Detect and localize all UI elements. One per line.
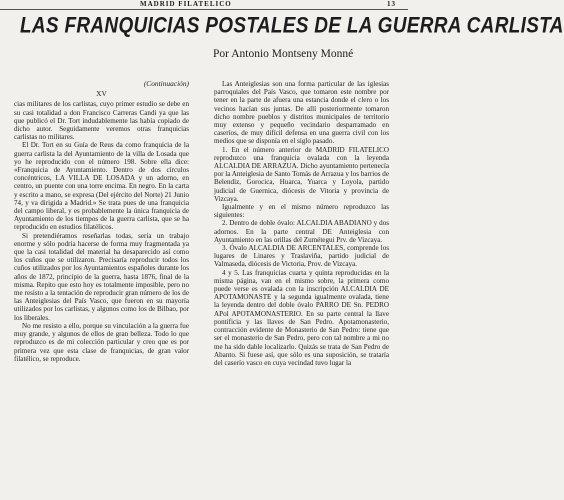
paragraph: No me resisto a ello, porque su vinculación a la guerra fue muy grande, y algunos de ellos de gran belleza. Todo lo que reproduzco es de mi colección particular y creo que es por primera vez que esta clase de franquicias, de gran valor filatélico, se reproduce.: [14, 321, 189, 363]
left-column: [14, 80, 189, 363]
paragraph: Si pretendiéramos reseñarlas todas, sería un trabajo enorme y sólo podría hacerse de forma muy fragmentada ya que la casi totalidad del material ha desaparecido así como los cuños que se utilizaron. Precisaría reproducir todos los cuños utilizados por los Ayuntamientos españoles durante los años de 1872, principio de la guerra, hasta 1876, final de la misma. Repito que esto hoy es totalmente imposible, pero no me resisto a la tentación de reproducir gran número de los de las Anteiglesias del País Vasco, que fueron en su mayoría utilizados por los carlistas, y algunos como los de Bilbao, por los liberales.: [14, 231, 189, 322]
continuation-label: (Continuación): [143, 79, 189, 88]
paragraph: 1. En el número anterior de MADRID FILATELICO reproduzco una franquicia ovalada con la leyenda ALCALDIA DE ARRAZUA. Dicho ayuntamiento pertenecía por la Anteiglesia de Santo Tomás de Arrazua y los barrios de Belendiz, Gorocica, Huarca, Yuarca y Loyola, partido judicial de Guernica, diócesis de Vitoria y provincia de Vizcaya.: [214, 145, 389, 203]
right-column: [214, 80, 389, 367]
article-author: Por Antonio Montseny Monné: [213, 48, 354, 60]
paragraph: 2. Dentro de doble óvalo: ALCALDIA ABADIANO y dos adornos. En la parte central DE Anteiglesia con Ayuntamiento en las orillas del Zumétegui Prv. de Vizcaya.: [214, 219, 389, 244]
paragraph: Igualmente y en el mismo número reproduzco las siguientes:: [214, 203, 389, 220]
section-number: XV: [96, 89, 107, 99]
paragraph: 3. Óvalo ALCALDIA DE ARCENTALES, comprende los lugares de Linares y Traslaviña, partido judicial de Valmaseda, diócesis de Victoria, Prov. de Vizcaya.: [214, 244, 389, 269]
running-header: [0, 0, 408, 10]
paragraph: El Dr. Tort en su Guía de Reus da como franquicia de la guerra carlista la del Ayuntamiento de la villa de Losada que yo he reproducido con el número 198. Sobre ella dice: «Franquicia de Ayuntamiento. Dentro de dos círculos concéntricos, LA VILLA DE LOSADA y un adorno, en centro, un puente con una torre encima. En negro. En la carta y escrito a mano, se expresa (Del ejército del Norte) 21 Junio 74, y va dirigida a Madrid.» Se trata pues de una franquicia del campo liberal, y es probablemente la única franquicia de Ayuntamiento de los tiempos de la guerra carlista, que se ha reproducido en estudios filatélicos.: [14, 141, 189, 232]
page-number: 13: [387, 0, 396, 8]
paragraph: cias militares de los carlistas, cuyo primer estudio se debe en su casi totalidad a don Francisco Carreras Candi ya que las que publicó el Dr. Tort indudablemente las había copiado de dicho autor. Seguidamente veremos otras franquicias carlistas no militares.: [14, 100, 189, 142]
journal-title: MADRID FILATELICO: [140, 0, 232, 8]
article-title: LAS FRANQUICIAS POSTALES DE LA GUERRA CARLISTA: [20, 14, 564, 39]
paragraph: Las Anteiglesias son una forma particular de las iglesias parroquiales del País Vasco, que tomaron este nombre por tener en la parte de afuera una estancia donde el clero o los vecinos hacían sus juntas. De allí posteriormente tomaron dicho nombre pueblos y distritos municipales de territorio muy extenso y pequeño vecindario desparramado en caseríos, de muy difícil defensa en una guerra civil con los medios que se disponía en el siglo pasado.: [214, 80, 389, 146]
paragraph: 4 y 5. Las franquicias cuarta y quinta reproducidas en la misma página, van en el mismo sobre, la primera como puede verse es ovalada con la inscripción ALCALDIA DE APOTAMONASTE y la segunda igualmente ovalada, tiene la leyenda dentro del doble óvalo PARRO DE Sn. PEDRO APol APOTAMONASTERIO. En su parte central la llave pontificia y las llaves de San Pedro. Apotamonasterio, contracción evidente de Monasterio de San Pedro: tiene que ser el monasterio de San Pedro, pero con tal nombre a mi no me ha sido dable localizarlo. Quizás se trata de San Pedro de Abanto. Si fuese así, que sólo es una suposición, se trataría del caserío vasco en cuya vecindad tuvo lugar la: [214, 268, 389, 367]
